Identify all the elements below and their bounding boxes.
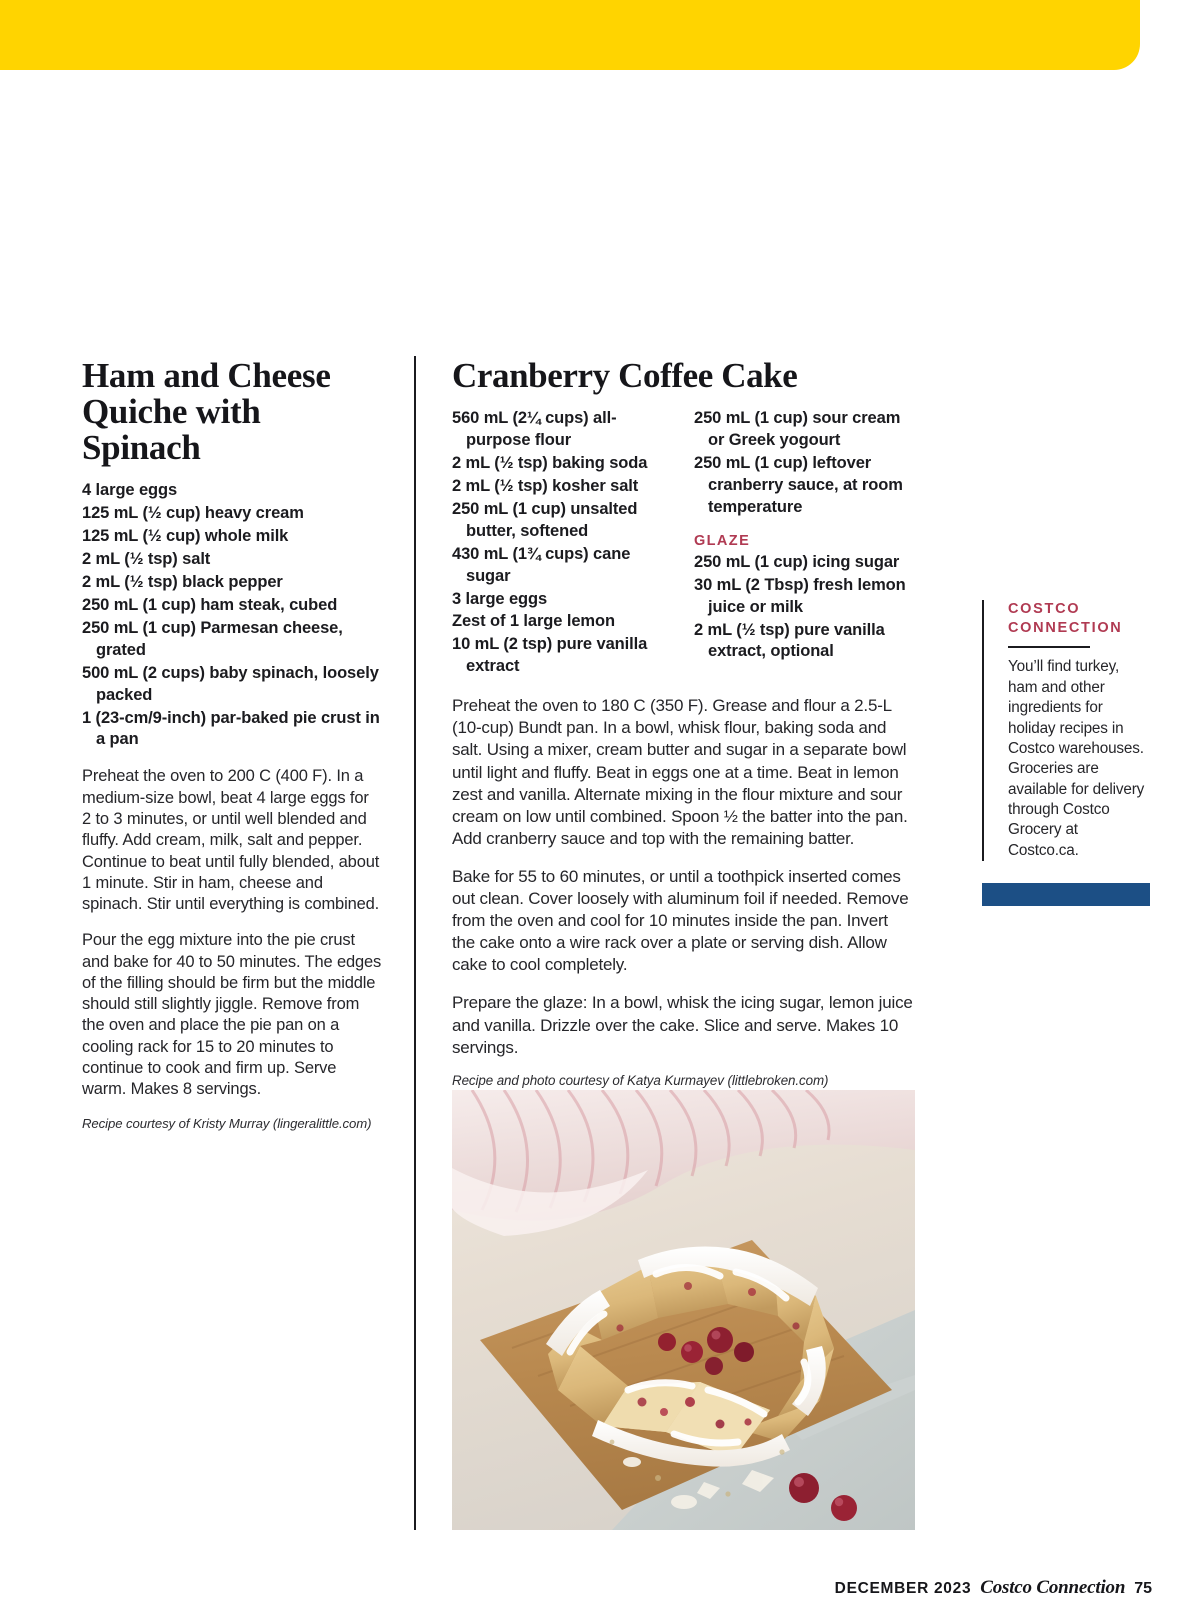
list-item: 2 mL (½ tsp) pure vanilla extract, optional (694, 620, 885, 661)
recipe1-credit: Recipe courtesy of Kristy Murray (lingeralittle.com) (82, 1115, 372, 1131)
recipe2-glaze-list (694, 552, 914, 664)
list-item: 250 mL (1 cup) Parmesan cheese, grated (82, 618, 343, 659)
recipe2-credit: Recipe and photo courtesy of Katya Kurmayev (littlebroken.com) (452, 1072, 829, 1088)
recipe2-ingredient-list-left (452, 408, 672, 678)
recipe2-title: Cranberry Coffee Cake (452, 356, 798, 395)
recipe2-ingredients-left (452, 408, 672, 679)
recipe1-ingredient-list (82, 480, 382, 751)
recipe1-step: Pour the egg mixture into the pie crust and bake for 40 to 50 minutes. The edges of the filling should be firm but the middle should still slightly jiggle. Remove from the oven and place the pie pan on a cooling rack for 15 to 20 minutes to continue to cook and firm up. Serve warm. Makes 8 servings. (82, 931, 382, 1099)
list-item: 2 mL (½ tsp) salt (82, 549, 211, 568)
recipe2-step: Preheat the oven to 180 C (350 F). Grease and flour a 2.5-L (10-cup) Bundt pan. In a bowl, whisk flour, baking soda and salt. Using a mixer, cream butter and sugar in a separate bowl until light and fluffy. Beat in eggs one at a time. Beat in lemon zest and vanilla. Alternate mixing in the flour mixture and sour cream on low until combined. Spoon ½ the batter into the pan. Add cranberry sauce and top with the remaining batter. (452, 696, 908, 848)
cranberry-coffee-cake-photo (452, 1090, 915, 1530)
page-footer (835, 1577, 1152, 1599)
recipe2-ingredient-columns (452, 408, 914, 679)
list-item: Zest of 1 large lemon (452, 612, 615, 631)
column-divider (414, 356, 416, 1530)
list-item: 250 mL (1 cup) sour cream or Greek yogourt (694, 409, 901, 449)
recipe2-step: Prepare the glaze: In a bowl, whisk the icing sugar, lemon juice and vanilla. Drizzle over the cake. Slice and serve. Makes 10 servings. (452, 993, 913, 1057)
list-item: 125 mL (½ cup) whole milk (82, 527, 289, 546)
list-item: 125 mL (½ cup) heavy cream (82, 504, 304, 523)
list-item: 3 large eggs (452, 589, 548, 608)
recipe2-instructions (452, 695, 914, 1089)
recipe-ham-cheese-quiche (82, 358, 382, 1132)
recipe2-ingredients-right (694, 408, 914, 679)
list-item: 2 mL (½ tsp) black pepper (82, 572, 283, 591)
list-item: 430 mL (1¾ cups) cane sugar (452, 544, 631, 585)
list-item: 2 mL (½ tsp) baking soda (452, 453, 648, 472)
recipe2-step: Bake for 55 to 60 minutes, or until a toothpick inserted comes out clean. Cover loosely with aluminum foil if needed. Remove from the oven and cool for 10 minutes inside the pan. Invert the cake onto a wire rack over a plate or serving dish. Allow cake to cool completely. (452, 866, 909, 975)
recipe1-title: Ham and Cheese Quiche with Spinach (82, 356, 331, 468)
footer-date: DECEMBER 2023 (834, 1580, 972, 1597)
list-item: 1 (23-cm/9-inch) par-baked pie crust in a pan (82, 708, 380, 749)
list-item: 2 mL (½ tsp) kosher salt (452, 476, 639, 495)
list-item: 250 mL (1 cup) unsalted butter, softened (452, 499, 638, 540)
glaze-heading: GLAZE (694, 532, 751, 549)
list-item: 560 mL (2¼ cups) all-purpose flour (452, 409, 617, 449)
sidebar-divider (1008, 646, 1090, 648)
recipe2-ingredient-list-right (694, 408, 914, 519)
footer-page-number: 75 (1134, 1580, 1152, 1597)
costco-connection-sidebar (982, 600, 1152, 861)
list-item: 500 mL (2 cups) baby spinach, loosely packed (82, 663, 379, 704)
list-item: 10 mL (2 tsp) pure vanilla extract (452, 635, 648, 676)
recipe-cranberry-coffee-cake (452, 358, 914, 1089)
list-item: 30 mL (2 Tbsp) fresh lemon juice or milk (694, 575, 906, 616)
blue-accent-bar (982, 883, 1150, 906)
sidebar-title: COSTCO CONNECTION (1008, 601, 1123, 636)
list-item: 250 mL (1 cup) leftover cranberry sauce, at room temperature (694, 453, 903, 516)
recipe1-step: Preheat the oven to 200 C (400 F). In a medium-size bowl, beat 4 large eggs for 2 to 3 minutes, or until well blended and fluffy. Add cream, milk, salt and pepper. Continue to beat until fully blended, about 1 minute. Stir in ham, cheese and spinach. Stir until everything is combined. (82, 767, 380, 914)
footer-magazine-name: Costco Connection (980, 1577, 1126, 1598)
list-item: 4 large eggs (82, 481, 178, 500)
top-yellow-banner (0, 0, 1140, 70)
list-item: 250 mL (1 cup) icing sugar (694, 552, 900, 571)
recipe1-instructions (82, 766, 382, 1100)
sidebar-body-text: You’ll find turkey, ham and other ingredients for holiday recipes in Costco warehouses. Groceries are available for delivery through Costco Grocery at Costco.ca. (1008, 658, 1145, 859)
photo-illustration (452, 1090, 915, 1530)
list-item: 250 mL (1 cup) ham steak, cubed (82, 595, 338, 614)
